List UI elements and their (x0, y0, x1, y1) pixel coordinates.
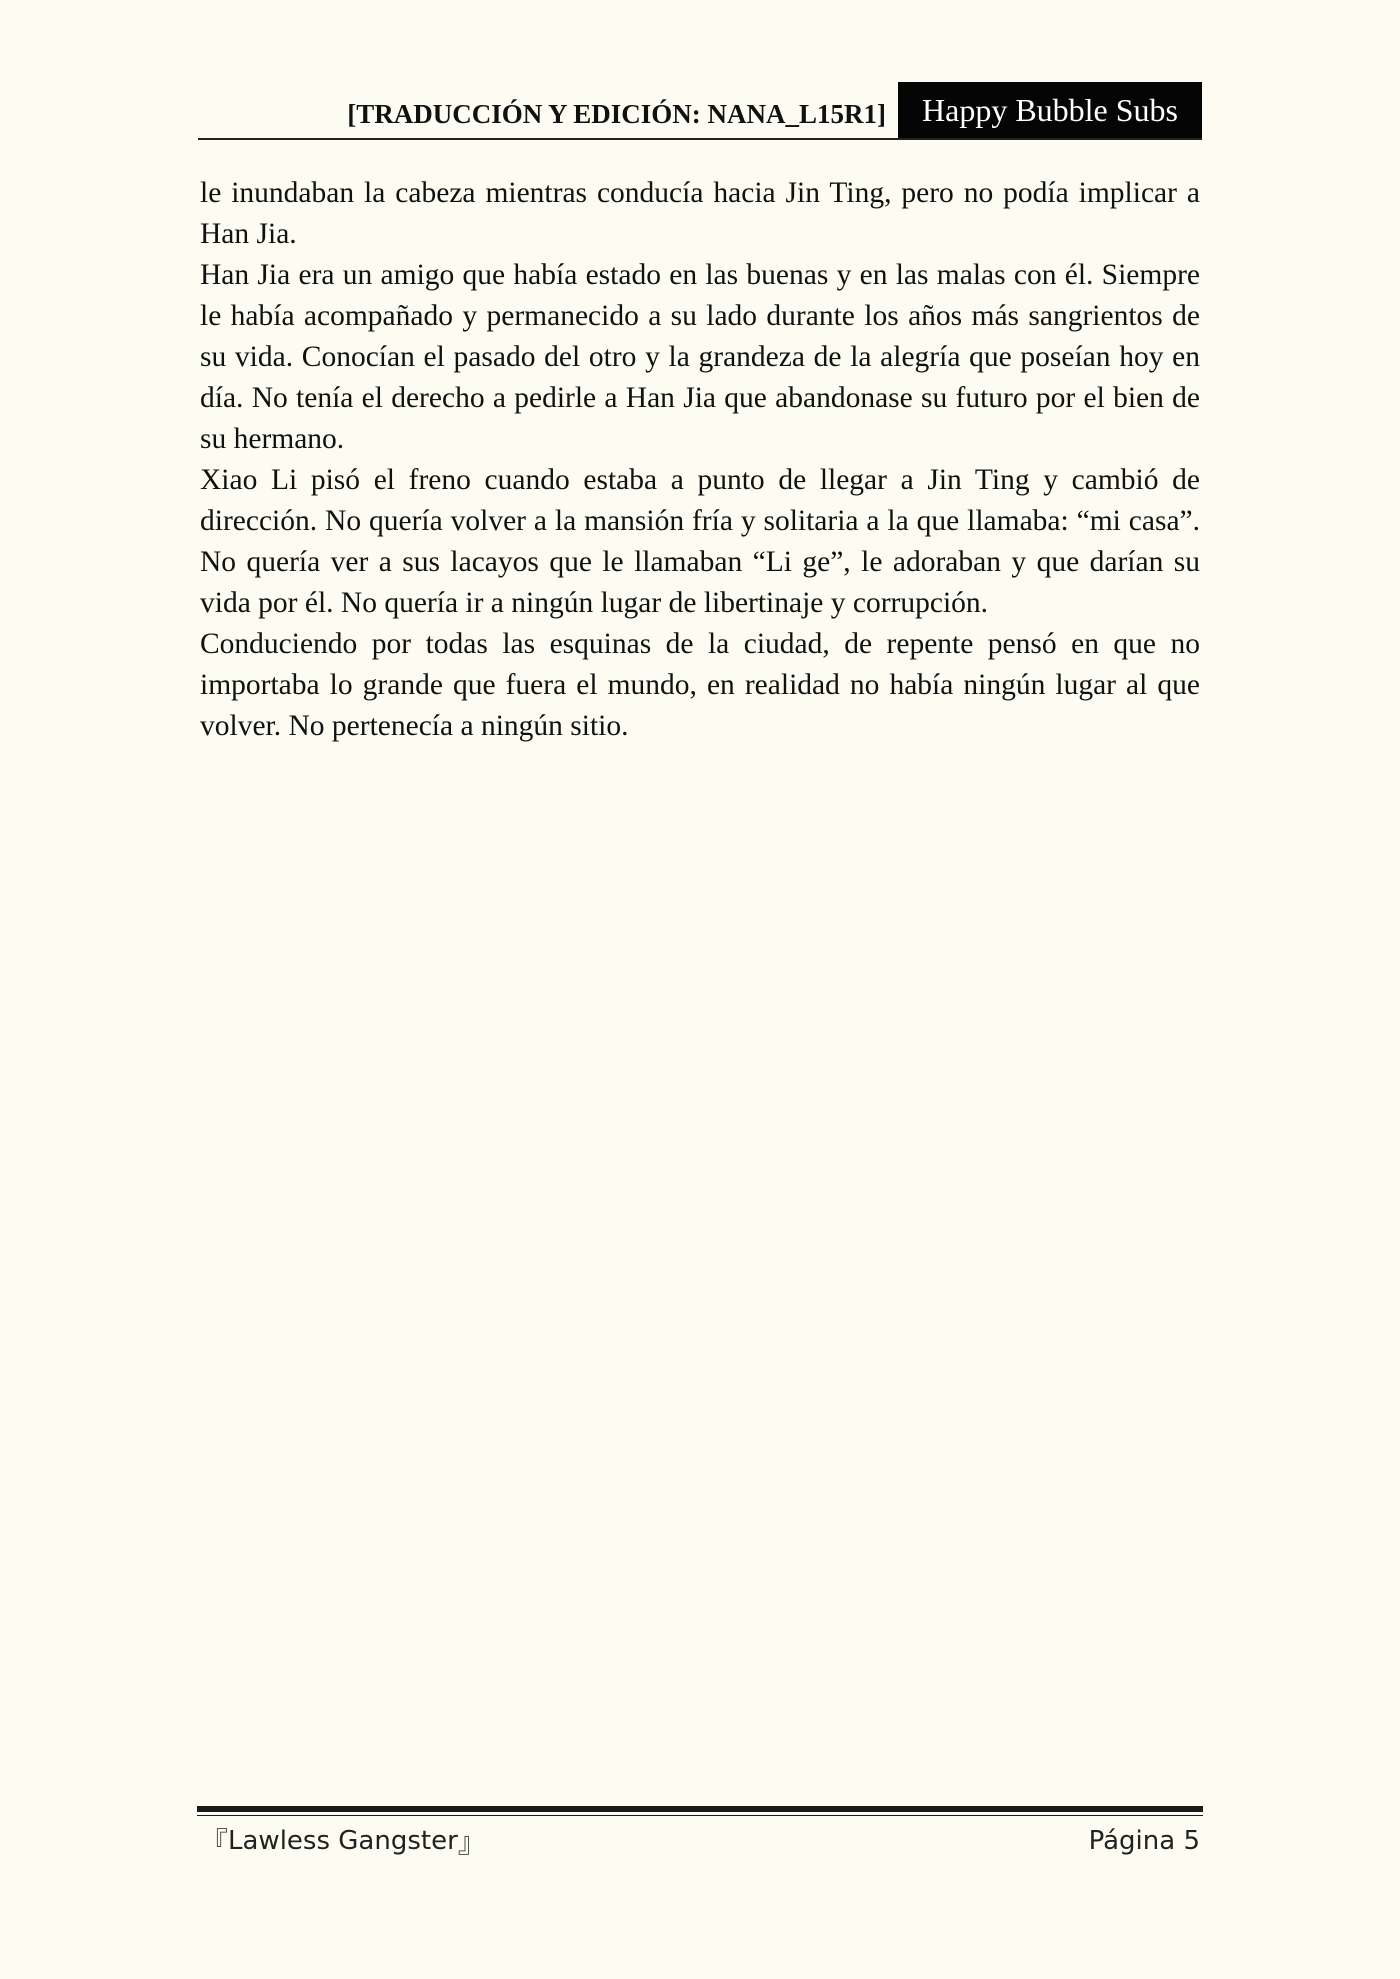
page-body (200, 173, 1200, 747)
paragraph: Han Jia era un amigo que había estado en las buenas y en las malas con él. Siempre le había acompañado y permanecido a su lado durante los años más sangrientos de su vida. Conocían el pasado del otro y la grandeza de la alegría que poseían hoy en día. No tenía el derecho a pedirle a Han Jia que abandonase su futuro por el bien de su hermano. (200, 259, 1200, 455)
paragraph: Xiao Li pisó el freno cuando estaba a punto de llegar a Jin Ting y cambió de dirección. No quería volver a la mansión fría y solitaria a la que llamaba: “mi casa”. No quería ver a sus lacayos que le llamaban “Li ge”, le adoraban y que darían su vida por él. No quería ir a ningún lugar de libertinaje y corrupción. (200, 464, 1200, 619)
brand-label: Happy Bubble Subs (898, 82, 1202, 138)
paragraph: le inundaban la cabeza mientras conducía hacia Jin Ting, pero no podía implicar a Han Jia. (200, 177, 1200, 250)
book-title (200, 1821, 486, 1861)
footer-divider (197, 1806, 1203, 1816)
page-header (198, 82, 1202, 140)
page-footer (200, 1816, 1200, 1866)
book-title-text: Lawless Gangster (228, 1826, 458, 1856)
open-bracket: 『 (200, 1826, 229, 1859)
translation-credit: [TRADUCCIÓN Y EDICIÓN: NANA_L15R1] (347, 99, 886, 129)
paragraph: Conduciendo por todas las esquinas de la ciudad, de repente pensó en que no importaba lo grande que fuera el mundo, en realidad no había ningún lugar al que volver. No pertenecía a ningún sitio. (200, 628, 1200, 742)
footer-rule-thick (197, 1806, 1203, 1812)
close-bracket: 』 (457, 1826, 486, 1859)
page-number: Página 5 (1088, 1826, 1200, 1856)
